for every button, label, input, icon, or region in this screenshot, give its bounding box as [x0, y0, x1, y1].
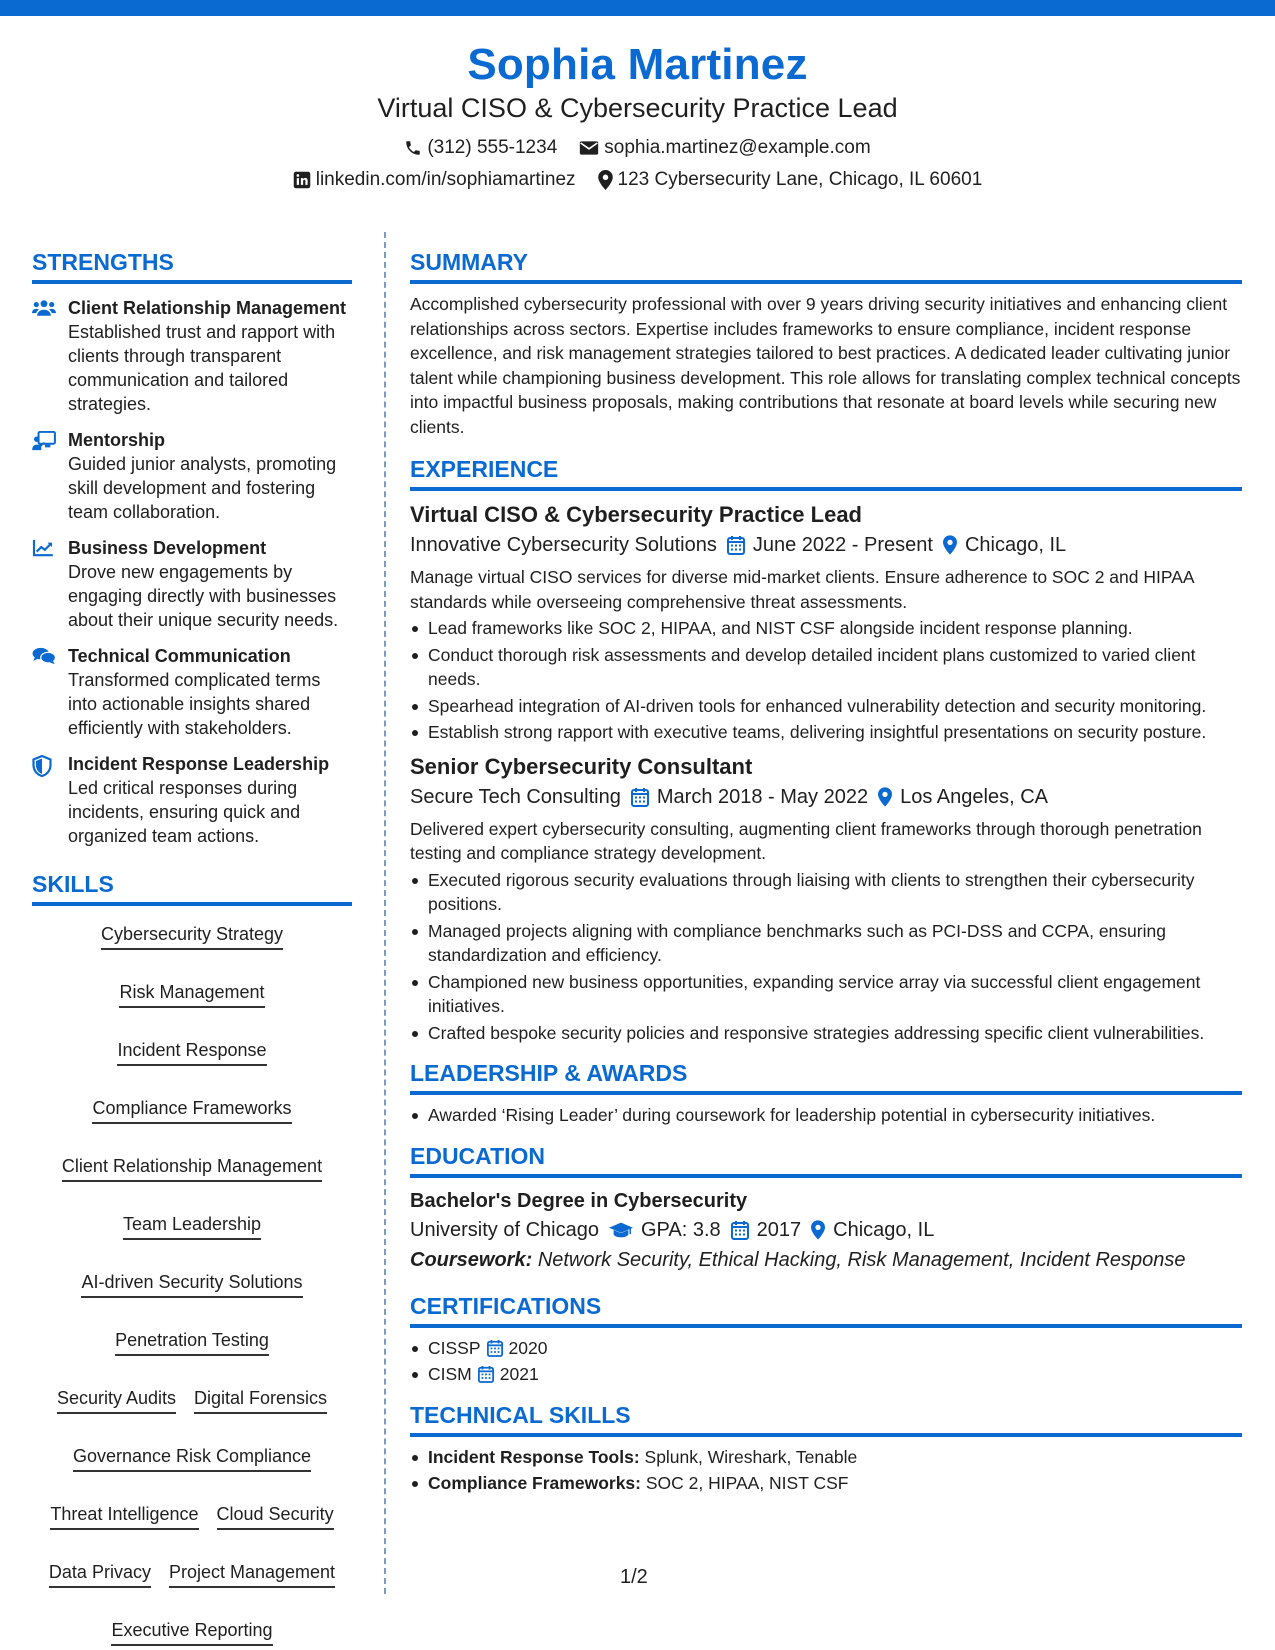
mentor-icon	[32, 431, 56, 451]
strength-desc: Drove new engagements by engaging directly with businesses about their unique security needs.	[68, 562, 339, 630]
skill-tag: AI-driven Security Solutions	[81, 1270, 302, 1298]
graduation-cap-icon	[609, 1221, 633, 1239]
phone-item	[404, 136, 557, 160]
strength-desc: Transformed complicated terms into actionable insights shared efficiently with stakeholders.	[68, 670, 321, 738]
technical-skill-item	[410, 1471, 1242, 1496]
skill-tag: Data Privacy	[49, 1560, 151, 1588]
linkedin-item	[293, 168, 576, 192]
calendar-icon	[487, 1339, 503, 1357]
calendar-icon	[478, 1365, 494, 1383]
skill-tag: Executive Reporting	[111, 1618, 272, 1646]
job-meta	[410, 531, 1242, 559]
skill-tag: Penetration Testing	[115, 1328, 269, 1356]
linkedin-text[interactable]: linkedin.com/in/sophiamartinez	[315, 169, 576, 190]
technical-skill-value: Splunk, Wireshark, Tenable	[644, 1446, 858, 1467]
job-bullet: Spearhead integration of AI-driven tools for enhanced vulnerability detection and security monitoring.	[410, 694, 1242, 719]
right-column	[410, 248, 1242, 1498]
job-title: Senior Cybersecurity Consultant	[410, 753, 753, 779]
coursework-text: Network Security, Ethical Hacking, Risk Management, Incident Response	[537, 1248, 1186, 1271]
experience-heading: EXPERIENCE	[410, 455, 1242, 491]
certification-name: CISSP	[428, 1337, 481, 1358]
job-bullet: Crafted bespoke security policies and responsive strategies addressing specific client vulnerabilities.	[410, 1021, 1242, 1046]
technical-skill-label: Compliance Frameworks:	[428, 1473, 641, 1493]
technical-skill-value: SOC 2, HIPAA, NIST CSF	[645, 1473, 849, 1493]
job-meta	[410, 783, 1242, 811]
certifications-heading: CERTIFICATIONS	[410, 1292, 1242, 1328]
coursework	[410, 1246, 1242, 1274]
job-bullet: Championed new business opportunities, expanding service array via successful client engagement initiatives.	[410, 970, 1242, 1019]
job-bullet: Lead frameworks like SOC 2, HIPAA, and NIST CSF alongside incident response planning.	[410, 616, 1242, 641]
shield-icon	[32, 755, 52, 777]
address-text: 123 Cybersecurity Lane, Chicago, IL 60601	[617, 169, 983, 190]
envelope-icon	[579, 140, 599, 156]
email-item	[579, 136, 870, 160]
job-bullet: Executed rigorous security evaluations through liaising with clients to strengthen their cybersecurity positions.	[410, 868, 1242, 917]
skill-tag: Project Management	[169, 1560, 335, 1588]
technical-skills-heading: TECHNICAL SKILLS	[410, 1401, 1242, 1437]
job-company: Secure Tech Consulting	[410, 785, 621, 808]
strength-item	[32, 644, 352, 740]
job-location: Los Angeles, CA	[900, 785, 1048, 808]
address-item	[598, 168, 983, 192]
strength-title: Technical Communication	[68, 646, 291, 666]
education-heading: EDUCATION	[410, 1142, 1242, 1178]
job-dates: March 2018 - May 2022	[656, 785, 869, 808]
certification-item	[410, 1336, 1242, 1361]
graduation-year: 2017	[756, 1218, 802, 1241]
strength-desc: Established trust and rapport with clients through transparent communication and tailored strategies.	[68, 322, 336, 414]
map-pin-icon	[943, 535, 957, 555]
education-meta	[410, 1216, 1242, 1244]
strength-item	[32, 296, 352, 416]
summary-heading: SUMMARY	[410, 248, 1242, 284]
summary-text: Accomplished cybersecurity professional with over 9 years driving security initiatives and enhancing client relationships across sectors. Expertise includes frameworks to ensure compliance, incident response excellence, and risk management strategies tailored to best practices. A dedicated leader cultivating junior talent while championing business development. This role allows for translating complex technical concepts into impactful business proposals, making contributions that resonate at board levels while securing new clients.	[410, 294, 1241, 437]
skill-tag: Cloud Security	[217, 1502, 334, 1530]
page-number: 1/2	[620, 1566, 648, 1588]
strength-item	[32, 752, 352, 848]
leadership-item: Awarded ‘Rising Leader’ during coursework for leadership potential in cybersecurity initiatives.	[410, 1103, 1242, 1128]
skill-tag: Threat Intelligence	[50, 1502, 198, 1530]
coursework-label: Coursework:	[410, 1248, 533, 1271]
gpa: GPA: 3.8	[640, 1218, 721, 1241]
skill-tag: Client Relationship Management	[62, 1154, 322, 1182]
chart-line-icon	[32, 539, 54, 557]
strength-title: Incident Response Leadership	[68, 754, 330, 774]
candidate-name: Sophia Martinez	[467, 40, 808, 89]
job-title: Virtual CISO & Cybersecurity Practice Lead	[410, 502, 862, 527]
candidate-title: Virtual CISO & Cybersecurity Practice Lead	[377, 93, 898, 123]
certification-item	[410, 1362, 1242, 1387]
map-pin-icon	[811, 1220, 825, 1240]
contact-row-2	[0, 168, 1275, 192]
job-company: Innovative Cybersecurity Solutions	[410, 534, 717, 556]
certification-year: 2021	[499, 1364, 539, 1384]
job-bullets	[410, 868, 1242, 1046]
linkedin-icon	[293, 171, 311, 189]
leadership-list	[410, 1103, 1242, 1128]
phone-icon	[404, 139, 422, 157]
comments-icon	[32, 647, 56, 665]
calendar-icon	[727, 535, 745, 555]
strengths-heading: STRENGTHS	[32, 248, 352, 284]
calendar-icon	[631, 787, 649, 807]
skill-tag: Cybersecurity Strategy	[101, 922, 283, 950]
map-pin-icon	[878, 787, 892, 807]
phone-text[interactable]: (312) 555-1234	[427, 137, 558, 158]
job-entry	[410, 501, 1242, 745]
certification-list	[410, 1336, 1242, 1387]
users-icon	[32, 299, 56, 317]
certification-name: CISM	[428, 1364, 472, 1384]
technical-skill-item	[410, 1445, 1242, 1470]
resume-header	[0, 40, 1275, 192]
strength-item	[32, 428, 352, 524]
left-column	[32, 248, 352, 1646]
strength-title: Business Development	[68, 538, 267, 558]
calendar-icon	[731, 1220, 749, 1240]
map-pin-icon	[598, 170, 613, 190]
job-bullet: Conduct thorough risk assessments and develop detailed incident plans customized to varied client needs.	[410, 643, 1242, 692]
job-bullets	[410, 616, 1242, 745]
job-location: Chicago, IL	[964, 534, 1067, 556]
degree: Bachelor's Degree in Cybersecurity	[410, 1189, 748, 1212]
strength-desc: Led critical responses during incidents, ensuring quick and organized team actions.	[68, 778, 301, 846]
job-dates: June 2022 - Present	[752, 534, 933, 556]
strength-item	[32, 536, 352, 632]
skill-tag: Team Leadership	[123, 1212, 261, 1240]
job-description: Delivered expert cybersecurity consulting, augmenting client frameworks through thorough penetration testing and compliance strategy development.	[410, 818, 1202, 863]
column-divider	[384, 232, 386, 1594]
technical-skill-label: Incident Response Tools:	[428, 1446, 640, 1467]
certification-year: 2020	[508, 1337, 548, 1358]
job-entry	[410, 753, 1242, 1046]
skill-tag: Compliance Frameworks	[92, 1096, 291, 1124]
skill-tag: Incident Response	[117, 1038, 266, 1066]
skills-heading: SKILLS	[32, 870, 352, 906]
education-location: Chicago, IL	[833, 1218, 935, 1241]
job-bullet: Establish strong rapport with executive teams, delivering insightful presentations on security posture.	[410, 720, 1242, 745]
leadership-heading: LEADERSHIP & AWARDS	[410, 1059, 1242, 1095]
strength-desc: Guided junior analysts, promoting skill development and fostering team collaboration.	[68, 454, 337, 522]
strength-title: Mentorship	[68, 430, 165, 450]
technical-skills-list	[410, 1445, 1242, 1496]
skill-tag: Governance Risk Compliance	[73, 1444, 311, 1472]
top-accent-bar	[0, 0, 1275, 16]
skill-tag: Digital Forensics	[194, 1386, 327, 1414]
skill-tag: Risk Management	[119, 980, 264, 1008]
job-description: Manage virtual CISO services for diverse mid-market clients. Ensure adherence to SOC 2 and HIPAA standards while overseeing comprehensive threat assessments.	[410, 567, 1194, 612]
contact-row-1	[0, 136, 1275, 160]
job-bullet: Managed projects aligning with compliance benchmarks such as PCI-DSS and CCPA, ensuring standardization and efficiency.	[410, 919, 1242, 968]
email-text[interactable]: sophia.martinez@example.com	[604, 137, 871, 158]
school: University of Chicago	[410, 1218, 599, 1241]
skill-tag: Security Audits	[57, 1386, 176, 1414]
strength-title: Client Relationship Management	[68, 298, 347, 318]
skills-list	[32, 922, 352, 1646]
